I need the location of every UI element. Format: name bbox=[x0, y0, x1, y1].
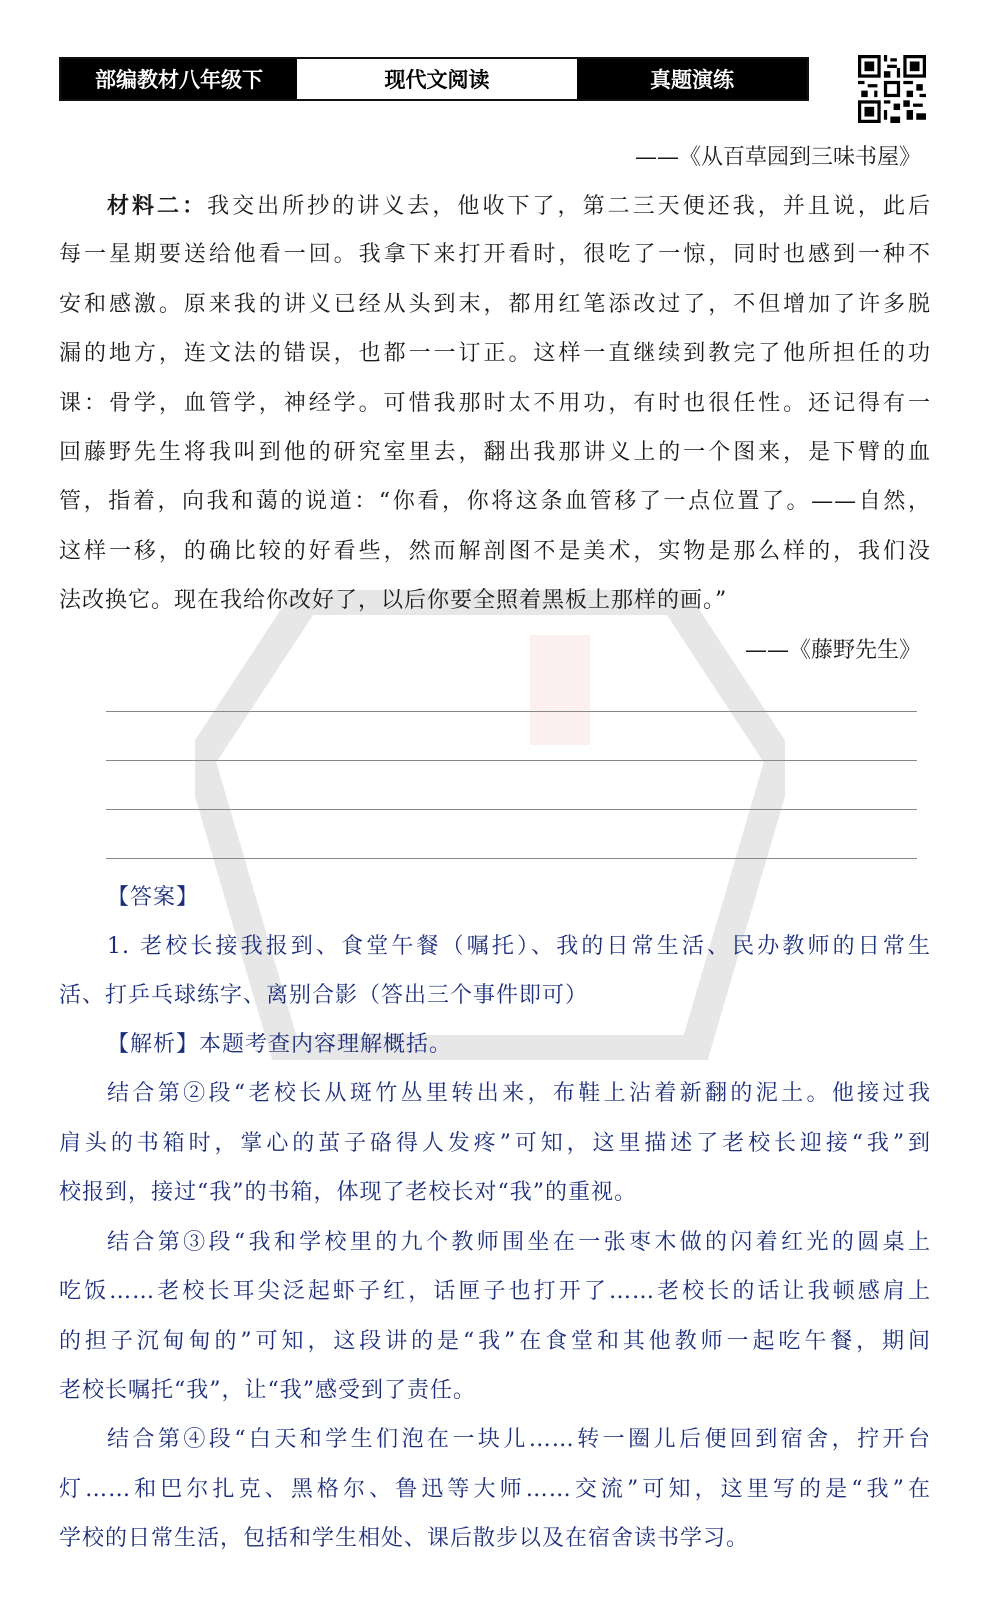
para4-line-1: 结合第④段“白天和学生们泡在一块儿……转一圈儿后便回到宿舍，拧开台 bbox=[107, 1427, 931, 1452]
header-subject: 现代文阅读 bbox=[297, 59, 577, 99]
source-citation-1: ——《从百草园到三味书屋》 bbox=[634, 145, 921, 170]
para3-line-4: 老校长嘱托“我”，让“我”感受到了责任。 bbox=[59, 1378, 476, 1403]
para3-line-1: 结合第③段“我和学校里的九个教师围坐在一张枣木做的闪着红光的圆桌上 bbox=[107, 1230, 931, 1255]
material2-line-9: 法改换它。现在我给你改好了，以后你要全照着黑板上那样的画。” bbox=[59, 588, 728, 613]
analysis-label: 【解析】 bbox=[107, 1032, 200, 1057]
material2-line-7: 管，指着，向我和蔼的说道：“你看，你将这条血管移了一点位置了。——自然， bbox=[59, 489, 931, 514]
para2-line-1: 结合第②段“老校长从斑竹丛里转出来，布鞋上沾着新翻的泥土。他接过我 bbox=[107, 1081, 931, 1106]
material2-label: 材料二： bbox=[107, 193, 208, 219]
material2-line-4: 漏的地方，连文法的错误，也都一一订正。这样一直继续到教完了他所担任的功 bbox=[59, 341, 931, 366]
answer-rule-2 bbox=[106, 760, 917, 761]
answer-label: 【答案】 bbox=[107, 885, 200, 910]
analysis-text: 本题考查内容理解概括。 bbox=[199, 1032, 453, 1057]
para2-line-3: 校报到，接过“我”的书箱，体现了老校长对“我”的重视。 bbox=[59, 1180, 637, 1205]
para3-line-3: 的担子沉甸甸的”可知，这段讲的是“我”在食堂和其他教师一起吃午餐，期间 bbox=[59, 1329, 931, 1354]
material2-line-3: 安和感激。原来我的讲义已经从头到末，都用红笔添改过了，不但增加了许多脱 bbox=[59, 292, 931, 317]
material2-line-2: 每一星期要送给他看一回。我拿下来打开看时，很吃了一惊，同时也感到一种不 bbox=[59, 242, 931, 267]
material2-line-5: 课：骨学，血管学，神经学。可惜我那时太不用功，有时也很任性。还记得有一 bbox=[59, 391, 931, 416]
qr-code-icon bbox=[858, 55, 926, 123]
header-section: 真题演练 bbox=[577, 59, 807, 99]
answer-item1-line-1: 1. 老校长接我报到、食堂午餐（嘱托）、我的日常生活、民办教师的日常生 bbox=[107, 934, 931, 959]
header-grade: 部编教材八年级下 bbox=[61, 59, 297, 99]
analysis-line bbox=[59, 1020, 931, 1070]
para4-line-3: 学校的日常生活，包括和学生相处、课后散步以及在宿舍读书学习。 bbox=[59, 1526, 750, 1551]
answer-item1-line-2: 活、打乒乓球练字、离别合影（答出三个事件即可） bbox=[59, 983, 589, 1008]
para2-line-2: 肩头的书箱时，掌心的茧子硌得人发疼”可知，这里描述了老校长迎接“我”到 bbox=[59, 1131, 931, 1156]
material2-line-6: 回藤野先生将我叫到他的研究室里去，翻出我那讲义上的一个图来，是下臂的血 bbox=[59, 440, 931, 465]
header-bar bbox=[59, 57, 809, 101]
answer-rule-1 bbox=[106, 711, 917, 712]
answer-rule-4 bbox=[106, 858, 917, 859]
para4-line-2: 灯……和巴尔扎克、黑格尔、鲁迅等大师……交流”可知，这里写的是“我”在 bbox=[59, 1477, 931, 1502]
material2-line-8: 这样一移，的确比较的好看些，然而解剖图不是美术，实物是那么样的，我们没 bbox=[59, 539, 931, 564]
answer-rule-3 bbox=[106, 809, 917, 810]
para3-line-2: 吃饭……老校长耳尖泛起虾子红，话匣子也打开了……老校长的话让我顿感肩上 bbox=[59, 1279, 931, 1304]
material2-line-1-text: 我交出所抄的讲义去，他收下了，第二三天便还我，并且说，此后 bbox=[207, 194, 931, 219]
source-citation-2: ——《藤野先生》 bbox=[744, 638, 921, 663]
material2-line-1 bbox=[59, 181, 931, 232]
